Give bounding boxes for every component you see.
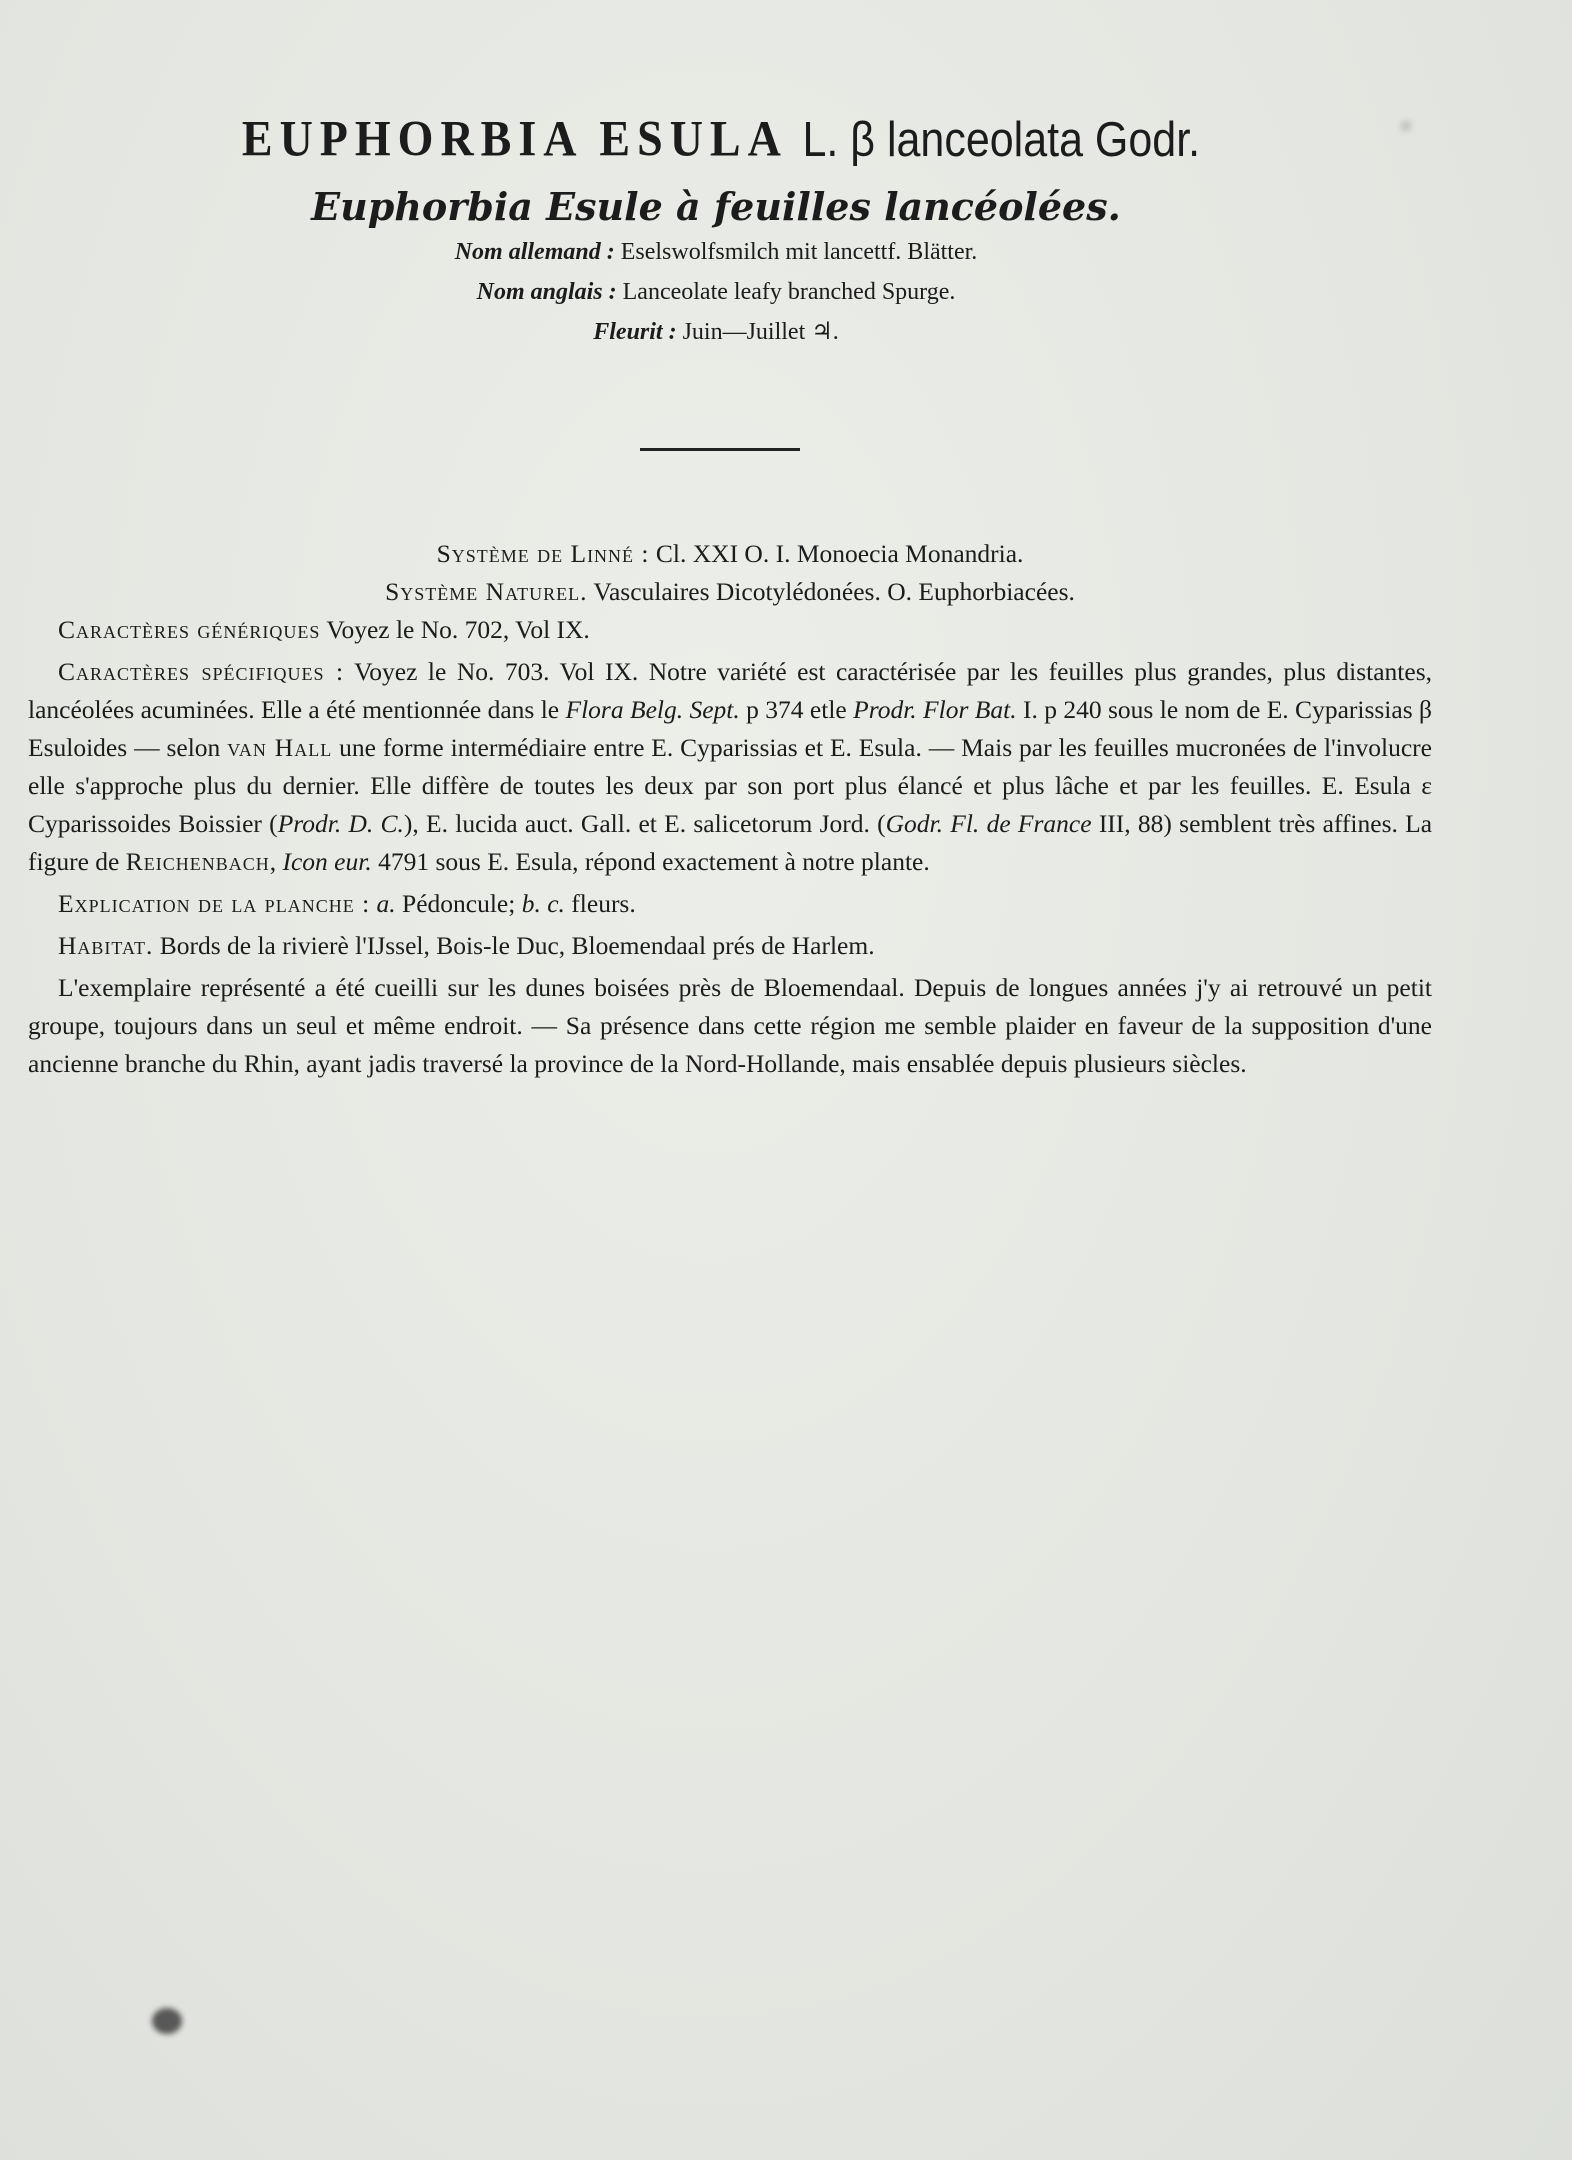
- habitat-label: Habitat.: [58, 931, 154, 960]
- systeme-linne: [28, 535, 1432, 573]
- text-run: b. c.: [521, 889, 565, 918]
- divider: [640, 448, 800, 451]
- nom-allemand-label: Nom allemand :: [454, 239, 615, 265]
- page-subtitle: Euphorbia Esule à feuilles lancéolées.: [311, 184, 1121, 229]
- document-body: [28, 535, 1432, 1083]
- header: [0, 108, 1572, 352]
- caracteres-generiques-label: Caractères génériques: [58, 615, 321, 644]
- caracteres-generiques: [28, 611, 1432, 649]
- text-run: Pédoncule;: [402, 889, 516, 918]
- text-run: fleurs.: [571, 889, 636, 918]
- nom-anglais-label: Nom anglais :: [476, 279, 617, 305]
- nom-allemand-line: [0, 232, 1572, 272]
- explication-label: Explication de la planche :: [58, 889, 371, 918]
- fleurit-label: Fleurit :: [593, 319, 677, 345]
- ink-stain: [152, 2008, 182, 2034]
- habitat-value: Bords de la rivierè l'IJssel, Bois-le Duc, Bloemendaal prés de Harlem.: [159, 931, 875, 960]
- text-run: Voyez le No. 703. Vol IX. Notre variété est caractérisée par les feuilles plus grandes, plus distantes, lancéolées acuminées. Elle a été mentionnée dans le: [28, 657, 1432, 724]
- explication-planche: [28, 885, 1432, 923]
- systeme-linne-value: Cl. XXI O. I. Monoecia Monandria.: [655, 539, 1024, 568]
- citation: Godr. Fl. de France: [885, 809, 1092, 838]
- author-name: van Hall: [227, 733, 333, 762]
- habitat: [28, 927, 1432, 965]
- citation: Prodr. Flor Bat.: [853, 695, 1017, 724]
- title-variety: L. β lanceolata Godr.: [802, 112, 1201, 168]
- text-run: p 374 etle: [746, 695, 847, 724]
- text-run: 4791 sous E. Esula, répond exactement à notre plante.: [378, 847, 930, 876]
- exemplaire-paragraph: L'exemplaire représenté a été cueilli sur les dunes boisées près de Bloemendaal. Depuis de longues années j'y ai retrouvé un petit groupe, toujours dans un seul et même endroit. — Sa présence dans cette région me semble plaider en faveur de la supposition d'une ancienne branche du Rhin, ayant jadis traversé la province de la Nord-Hollande, mais ensablée depuis plusieurs siècles.: [28, 973, 1432, 1078]
- citation: Prodr. D. C.: [277, 809, 404, 838]
- systeme-naturel: [28, 573, 1432, 611]
- text-run: ), E. lucida auct. Gall. et E. salicetorum Jord. (: [403, 809, 886, 838]
- caracteres-specifiques: [28, 653, 1432, 881]
- page-title: [0, 108, 1572, 170]
- caracteres-generiques-value: Voyez le No. 702, Vol IX.: [326, 615, 590, 644]
- fleurit-line: [0, 312, 1572, 352]
- text-run: III, 88) semblent très affines. La figure de: [28, 809, 1433, 876]
- systeme-naturel-value: Vasculaires Dicotylédonées. O. Euphorbiacées.: [593, 577, 1075, 606]
- nom-anglais-value: Lanceolate leafy branched Spurge.: [622, 279, 956, 305]
- text-run: une forme intermédiaire entre E. Cyparissias et E. Esula. — Mais par les feuilles mucronées de l'involucre elle s'approche plus du dernier. Elle diffère de toutes les deux par son port plus élancé et plus lâche et par les feuilles. E. Esula ε Cyparissoides Boissier (: [28, 733, 1432, 838]
- text-run: I. p 240 sous le nom de E. Cyparissias β Esuloides — selon: [28, 695, 1433, 762]
- author-name: Reichenbach: [125, 847, 270, 876]
- fleurit-value: Juin—Juillet ♃.: [682, 319, 839, 345]
- systeme-naturel-label: Système Naturel.: [385, 577, 588, 606]
- title-species: EUPHORBIA ESULA: [241, 110, 788, 167]
- citation: Flora Belg. Sept.: [565, 695, 740, 724]
- systeme-linne-label: Système de Linné :: [436, 539, 650, 568]
- nom-allemand-value: Eselswolfsmilch mit lancettf. Blätter.: [620, 239, 978, 265]
- citation: Icon eur.: [282, 847, 372, 876]
- nom-anglais-line: [0, 272, 1572, 312]
- caracteres-specifiques-label: Caractères spécifiques :: [58, 657, 345, 686]
- text-run: ,: [269, 847, 277, 876]
- text-run: a.: [376, 889, 396, 918]
